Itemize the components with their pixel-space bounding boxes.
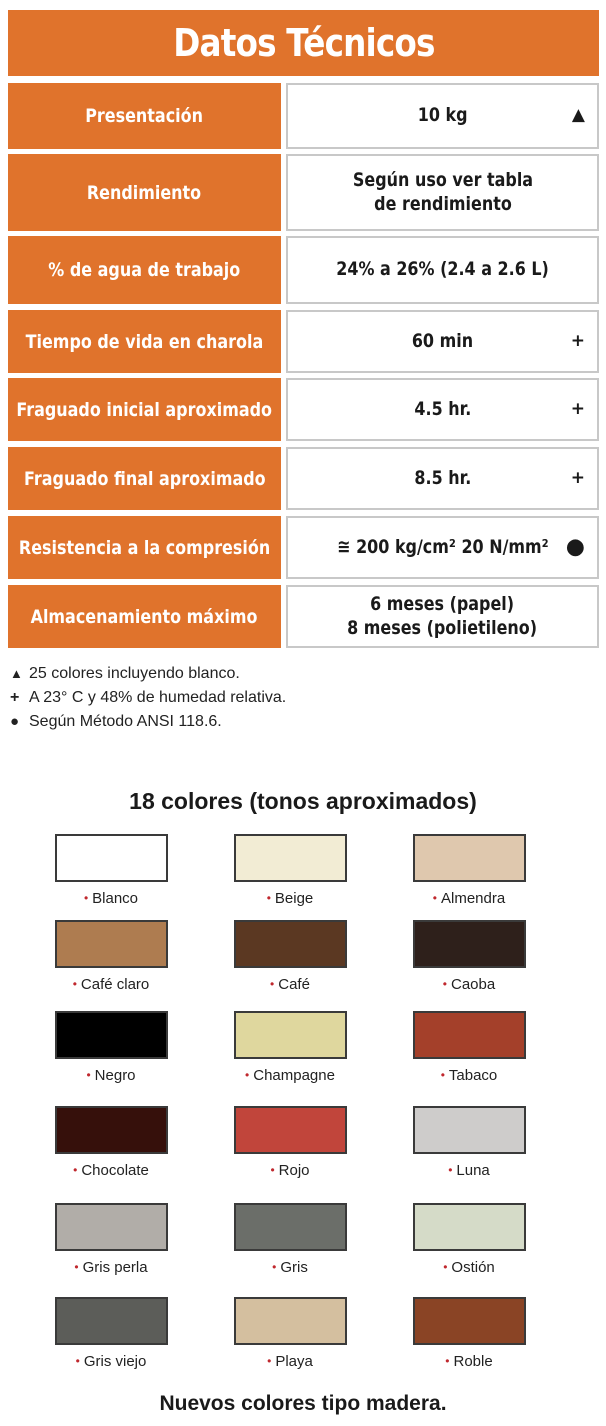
bullet-icon: • xyxy=(266,891,271,905)
color-swatch-item xyxy=(31,834,191,907)
spec-row-tiempo-vida xyxy=(8,310,599,373)
spec-row-agua xyxy=(8,236,599,304)
bullet-icon: • xyxy=(272,1260,277,1274)
triangle-icon: ▲ xyxy=(10,666,23,681)
spec-row-presentacion xyxy=(8,83,599,149)
color-name-label: • Gris perla xyxy=(74,1259,148,1276)
footnotes xyxy=(10,662,286,734)
color-swatch xyxy=(234,1106,347,1154)
color-swatch-item xyxy=(210,1203,370,1276)
dot-mark-icon: ● xyxy=(565,534,585,560)
color-swatch-item xyxy=(389,1297,549,1370)
storage-paper: 6 meses (papel) xyxy=(370,592,515,615)
spec-value: 10 kg ▲ xyxy=(286,83,599,149)
color-swatch xyxy=(413,1106,526,1154)
color-swatch-item xyxy=(389,1106,549,1179)
color-swatch xyxy=(413,1203,526,1251)
color-swatch-item xyxy=(31,1297,191,1370)
bullet-icon: • xyxy=(86,1068,91,1082)
color-swatch xyxy=(234,1011,347,1059)
footnote: ▲ 25 colores incluyendo blanco. xyxy=(10,662,286,686)
color-swatch xyxy=(55,1297,168,1345)
color-swatch xyxy=(234,1203,347,1251)
plus-mark-icon: + xyxy=(570,398,585,419)
bullet-icon: • xyxy=(440,1068,445,1082)
color-swatch xyxy=(413,834,526,882)
bullet-icon: • xyxy=(432,891,437,905)
spec-value: 24% a 26% (2.4 a 2.6 L) xyxy=(286,236,599,304)
color-swatch xyxy=(55,1011,168,1059)
bullet-icon: • xyxy=(74,1260,79,1274)
spec-label: Almacenamiento máximo xyxy=(8,585,281,648)
color-name-label: • Champagne xyxy=(245,1067,335,1084)
color-swatch-item xyxy=(389,1203,549,1276)
color-swatch xyxy=(413,1011,526,1059)
title-banner xyxy=(8,10,599,76)
spec-label: Tiempo de vida en charola xyxy=(8,310,281,373)
color-swatch-item xyxy=(210,1011,370,1084)
color-swatch-item xyxy=(210,834,370,907)
color-name-label: • Gris xyxy=(272,1259,308,1276)
colors-heading: 18 colores (tonos aproximados) xyxy=(129,788,477,814)
color-swatch-item xyxy=(31,1203,191,1276)
bullet-icon: • xyxy=(270,1163,275,1177)
spec-row-almacenamiento xyxy=(8,585,599,648)
color-swatch xyxy=(55,1203,168,1251)
bullet-icon: • xyxy=(443,1260,448,1274)
page-title: Datos Técnicos xyxy=(172,21,435,65)
spec-value: 8.5 hr. + xyxy=(286,447,599,510)
bullet-icon: • xyxy=(73,1163,78,1177)
color-name-label: • Luna xyxy=(448,1162,490,1179)
bullet-icon: • xyxy=(442,977,447,991)
spec-row-fraguado-inicial xyxy=(8,378,599,441)
color-swatch xyxy=(55,1106,168,1154)
color-name-label: • Chocolate xyxy=(73,1162,149,1179)
footnote: + A 23° C y 48% de humedad relativa. xyxy=(10,686,286,710)
bullet-icon: • xyxy=(72,977,77,991)
bullet-icon: • xyxy=(270,977,275,991)
color-name-label: • Café claro xyxy=(72,976,150,993)
spec-label: Rendimiento xyxy=(8,154,281,231)
color-name-label: • Roble xyxy=(445,1353,493,1370)
spec-value: Según uso ver tabla de rendimiento xyxy=(286,154,599,231)
bullet-icon: • xyxy=(267,1354,272,1368)
color-name-label: • Café xyxy=(270,976,310,993)
bullet-icon: • xyxy=(83,891,89,905)
bullet-icon: • xyxy=(245,1068,250,1082)
color-swatch-item xyxy=(389,1011,549,1084)
bullet-icon: • xyxy=(448,1163,453,1177)
color-swatch-item xyxy=(389,834,549,907)
color-swatch xyxy=(55,920,168,968)
color-name-label: • Rojo xyxy=(270,1162,310,1179)
color-name-label: • Negro xyxy=(86,1067,136,1084)
color-swatch xyxy=(413,1297,526,1345)
color-swatch-item xyxy=(31,1011,191,1084)
triangle-mark-icon: ▲ xyxy=(571,104,585,125)
color-name-label: • Gris viejo xyxy=(75,1353,147,1370)
plus-mark-icon: + xyxy=(570,330,585,351)
color-swatch-item xyxy=(210,1297,370,1370)
color-name-label: • Playa xyxy=(267,1353,313,1370)
footnote: ● Según Método ANSI 118.6. xyxy=(10,710,286,734)
color-swatch xyxy=(413,920,526,968)
plus-mark-icon: + xyxy=(570,467,585,488)
spec-row-resistencia xyxy=(8,516,599,579)
color-swatch-item xyxy=(210,1106,370,1179)
spec-label: Fraguado inicial aproximado xyxy=(8,378,281,441)
spec-label: Fraguado final aproximado xyxy=(8,447,281,510)
dot-icon: ● xyxy=(10,713,20,730)
bullet-icon: • xyxy=(75,1354,80,1368)
spec-value: 60 min + xyxy=(286,310,599,373)
color-swatch-item xyxy=(31,1106,191,1179)
color-swatch xyxy=(234,920,347,968)
plus-icon: + xyxy=(10,689,20,706)
color-swatch-item xyxy=(31,920,191,993)
spec-label: Presentación xyxy=(8,83,281,149)
spec-value xyxy=(286,585,599,648)
color-name-label: • Beige xyxy=(266,890,314,907)
color-name-label: • Caoba xyxy=(442,976,496,993)
spec-label: % de agua de trabajo xyxy=(8,236,281,304)
spec-row-rendimiento xyxy=(8,154,599,231)
spec-value: ≅ 200 kg/cm² 20 N/mm² ● xyxy=(286,516,599,579)
spec-value: 4.5 hr. + xyxy=(286,378,599,441)
color-swatch-item xyxy=(389,920,549,993)
bullet-icon: • xyxy=(445,1354,450,1368)
color-name-label: • Almendra xyxy=(432,890,506,907)
spec-row-fraguado-final xyxy=(8,447,599,510)
color-swatch xyxy=(55,834,168,882)
color-name-label: • Tabaco xyxy=(440,1067,498,1084)
storage-polyethylene: 8 meses (polietileno) xyxy=(347,616,538,639)
color-name-label: • Ostión xyxy=(443,1259,495,1276)
color-name-label: • Blanco xyxy=(83,890,139,907)
color-swatch xyxy=(234,1297,347,1345)
spec-label: Resistencia a la compresión xyxy=(8,516,281,579)
color-swatch xyxy=(234,834,347,882)
footer-note: Nuevos colores tipo madera. xyxy=(159,1392,447,1415)
color-swatch-item xyxy=(210,920,370,993)
